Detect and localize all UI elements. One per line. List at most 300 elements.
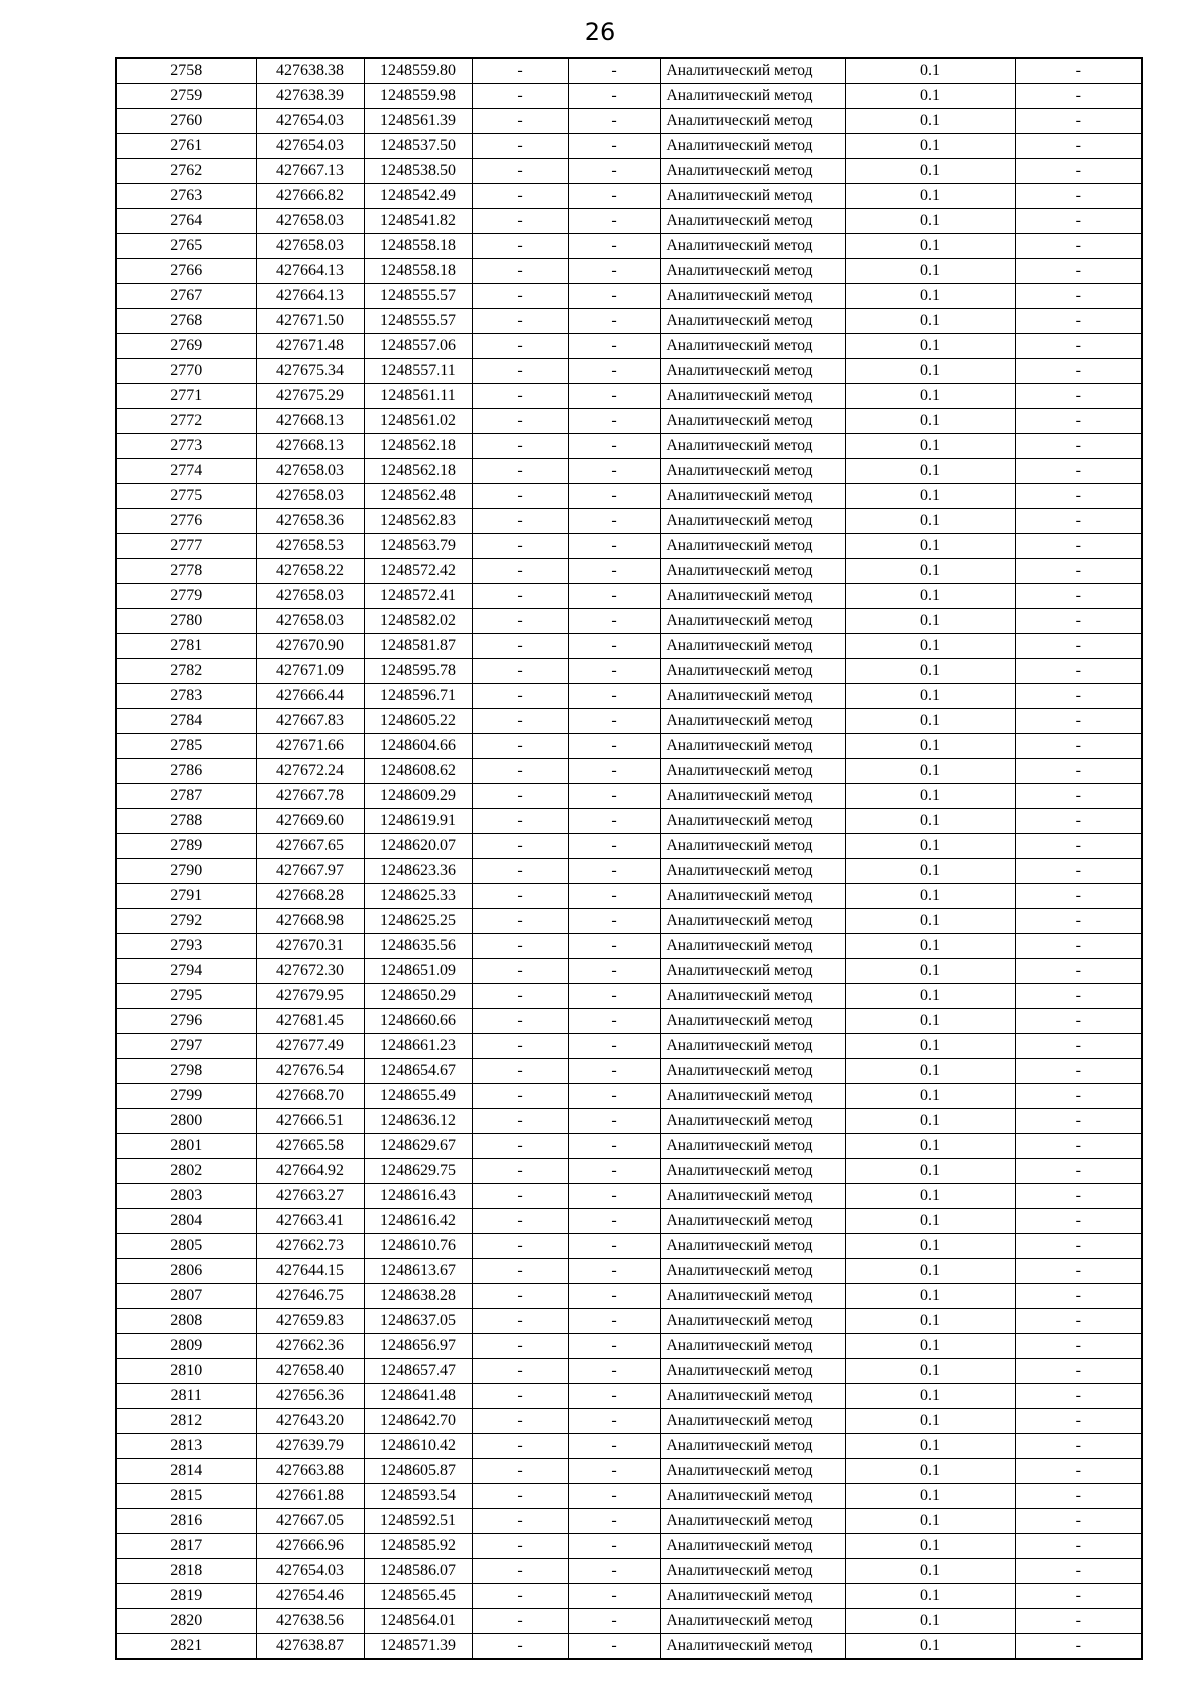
cell-col-empty-1: - <box>472 134 568 159</box>
table-row <box>116 1309 1142 1334</box>
cell-col-empty-3: - <box>1015 509 1142 534</box>
cell-col-empty-2: - <box>568 1159 660 1184</box>
table-row <box>116 559 1142 584</box>
cell-coord-x: 427666.51 <box>256 1109 364 1134</box>
cell-col-empty-1: - <box>472 759 568 784</box>
table-row <box>116 1234 1142 1259</box>
cell-coord-y: 1248559.80 <box>364 58 472 84</box>
cell-coord-x: 427667.65 <box>256 834 364 859</box>
cell-method: Аналитический метод <box>660 134 845 159</box>
cell-method: Аналитический метод <box>660 709 845 734</box>
cell-method: Аналитический метод <box>660 84 845 109</box>
cell-accuracy: 0.1 <box>845 934 1015 959</box>
cell-col-empty-3: - <box>1015 1309 1142 1334</box>
cell-accuracy: 0.1 <box>845 1259 1015 1284</box>
table-row <box>116 534 1142 559</box>
cell-point-number: 2818 <box>116 1559 256 1584</box>
cell-method: Аналитический метод <box>660 1484 845 1509</box>
cell-col-empty-3: - <box>1015 1634 1142 1660</box>
cell-col-empty-2: - <box>568 759 660 784</box>
cell-point-number: 2813 <box>116 1434 256 1459</box>
cell-col-empty-2: - <box>568 1334 660 1359</box>
cell-method: Аналитический метод <box>660 1609 845 1634</box>
table-row <box>116 1384 1142 1409</box>
cell-col-empty-1: - <box>472 1559 568 1584</box>
cell-point-number: 2761 <box>116 134 256 159</box>
cell-accuracy: 0.1 <box>845 1459 1015 1484</box>
cell-accuracy: 0.1 <box>845 459 1015 484</box>
cell-coord-y: 1248660.66 <box>364 1009 472 1034</box>
cell-col-empty-1: - <box>472 1584 568 1609</box>
cell-point-number: 2821 <box>116 1634 256 1660</box>
cell-col-empty-1: - <box>472 159 568 184</box>
cell-col-empty-2: - <box>568 709 660 734</box>
cell-accuracy: 0.1 <box>845 809 1015 834</box>
cell-accuracy: 0.1 <box>845 609 1015 634</box>
cell-col-empty-3: - <box>1015 1084 1142 1109</box>
cell-col-empty-1: - <box>472 809 568 834</box>
table-row <box>116 884 1142 909</box>
cell-col-empty-2: - <box>568 159 660 184</box>
cell-col-empty-3: - <box>1015 1209 1142 1234</box>
cell-coord-y: 1248561.02 <box>364 409 472 434</box>
cell-method: Аналитический метод <box>660 509 845 534</box>
cell-method: Аналитический метод <box>660 1459 845 1484</box>
cell-method: Аналитический метод <box>660 1034 845 1059</box>
cell-col-empty-1: - <box>472 434 568 459</box>
cell-coord-y: 1248582.02 <box>364 609 472 634</box>
table-row <box>116 1634 1142 1660</box>
cell-point-number: 2805 <box>116 1234 256 1259</box>
cell-coord-x: 427667.05 <box>256 1509 364 1534</box>
cell-point-number: 2783 <box>116 684 256 709</box>
cell-col-empty-3: - <box>1015 1359 1142 1384</box>
cell-col-empty-1: - <box>472 659 568 684</box>
cell-coord-x: 427663.41 <box>256 1209 364 1234</box>
cell-coord-x: 427658.03 <box>256 584 364 609</box>
cell-col-empty-3: - <box>1015 284 1142 309</box>
table-row <box>116 459 1142 484</box>
cell-method: Аналитический метод <box>660 334 845 359</box>
cell-col-empty-2: - <box>568 1184 660 1209</box>
cell-col-empty-3: - <box>1015 784 1142 809</box>
cell-coord-y: 1248563.79 <box>364 534 472 559</box>
cell-col-empty-3: - <box>1015 1159 1142 1184</box>
cell-col-empty-3: - <box>1015 459 1142 484</box>
cell-point-number: 2781 <box>116 634 256 659</box>
cell-col-empty-3: - <box>1015 84 1142 109</box>
cell-accuracy: 0.1 <box>845 834 1015 859</box>
cell-coord-y: 1248561.11 <box>364 384 472 409</box>
cell-method: Аналитический метод <box>660 1009 845 1034</box>
cell-method: Аналитический метод <box>660 634 845 659</box>
cell-coord-y: 1248558.18 <box>364 234 472 259</box>
cell-accuracy: 0.1 <box>845 434 1015 459</box>
table-row <box>116 1134 1142 1159</box>
table-row <box>116 509 1142 534</box>
cell-col-empty-1: - <box>472 58 568 84</box>
cell-col-empty-3: - <box>1015 1034 1142 1059</box>
cell-col-empty-2: - <box>568 534 660 559</box>
cell-method: Аналитический метод <box>660 759 845 784</box>
cell-col-empty-1: - <box>472 384 568 409</box>
cell-col-empty-3: - <box>1015 1409 1142 1434</box>
cell-col-empty-1: - <box>472 834 568 859</box>
cell-col-empty-3: - <box>1015 1484 1142 1509</box>
table-row <box>116 384 1142 409</box>
cell-accuracy: 0.1 <box>845 234 1015 259</box>
cell-coord-x: 427668.98 <box>256 909 364 934</box>
cell-coord-y: 1248562.83 <box>364 509 472 534</box>
cell-col-empty-2: - <box>568 1309 660 1334</box>
cell-accuracy: 0.1 <box>845 1309 1015 1334</box>
cell-col-empty-3: - <box>1015 484 1142 509</box>
cell-point-number: 2814 <box>116 1459 256 1484</box>
cell-col-empty-1: - <box>472 534 568 559</box>
cell-col-empty-3: - <box>1015 884 1142 909</box>
cell-col-empty-3: - <box>1015 1509 1142 1534</box>
cell-accuracy: 0.1 <box>845 859 1015 884</box>
cell-method: Аналитический метод <box>660 159 845 184</box>
cell-coord-y: 1248572.42 <box>364 559 472 584</box>
cell-method: Аналитический метод <box>660 1184 845 1209</box>
cell-accuracy: 0.1 <box>845 1034 1015 1059</box>
cell-col-empty-1: - <box>472 984 568 1009</box>
cell-coord-y: 1248610.42 <box>364 1434 472 1459</box>
cell-coord-y: 1248657.47 <box>364 1359 472 1384</box>
cell-col-empty-2: - <box>568 884 660 909</box>
table-body <box>116 58 1142 1659</box>
cell-col-empty-3: - <box>1015 409 1142 434</box>
cell-coord-x: 427654.46 <box>256 1584 364 1609</box>
cell-point-number: 2772 <box>116 409 256 434</box>
cell-coord-y: 1248636.12 <box>364 1109 472 1134</box>
cell-coord-y: 1248537.50 <box>364 134 472 159</box>
cell-col-empty-1: - <box>472 1184 568 1209</box>
cell-col-empty-2: - <box>568 209 660 234</box>
cell-col-empty-1: - <box>472 1109 568 1134</box>
table-row <box>116 209 1142 234</box>
cell-coord-x: 427670.31 <box>256 934 364 959</box>
cell-col-empty-2: - <box>568 684 660 709</box>
cell-col-empty-2: - <box>568 284 660 309</box>
cell-method: Аналитический метод <box>660 959 845 984</box>
cell-col-empty-1: - <box>472 484 568 509</box>
cell-coord-y: 1248558.18 <box>364 259 472 284</box>
cell-method: Аналитический метод <box>660 809 845 834</box>
cell-coord-y: 1248562.48 <box>364 484 472 509</box>
cell-col-empty-1: - <box>472 1509 568 1534</box>
cell-method: Аналитический метод <box>660 859 845 884</box>
cell-col-empty-1: - <box>472 184 568 209</box>
cell-accuracy: 0.1 <box>845 209 1015 234</box>
cell-col-empty-3: - <box>1015 584 1142 609</box>
cell-coord-x: 427658.03 <box>256 234 364 259</box>
table-row <box>116 1459 1142 1484</box>
table-row <box>116 959 1142 984</box>
cell-col-empty-2: - <box>568 584 660 609</box>
cell-method: Аналитический метод <box>660 384 845 409</box>
cell-coord-x: 427675.29 <box>256 384 364 409</box>
cell-col-empty-2: - <box>568 1359 660 1384</box>
cell-method: Аналитический метод <box>660 1309 845 1334</box>
cell-col-empty-1: - <box>472 884 568 909</box>
cell-coord-x: 427668.70 <box>256 1084 364 1109</box>
cell-coord-y: 1248572.41 <box>364 584 472 609</box>
cell-accuracy: 0.1 <box>845 409 1015 434</box>
cell-coord-x: 427672.30 <box>256 959 364 984</box>
cell-coord-x: 427677.49 <box>256 1034 364 1059</box>
cell-col-empty-2: - <box>568 309 660 334</box>
cell-col-empty-2: - <box>568 1609 660 1634</box>
table-row <box>116 934 1142 959</box>
cell-col-empty-3: - <box>1015 734 1142 759</box>
cell-point-number: 2808 <box>116 1309 256 1334</box>
cell-coord-x: 427654.03 <box>256 134 364 159</box>
cell-accuracy: 0.1 <box>845 109 1015 134</box>
cell-point-number: 2793 <box>116 934 256 959</box>
cell-coord-x: 427662.73 <box>256 1234 364 1259</box>
cell-coord-x: 427681.45 <box>256 1009 364 1034</box>
cell-coord-y: 1248616.42 <box>364 1209 472 1234</box>
cell-method: Аналитический метод <box>660 659 845 684</box>
cell-accuracy: 0.1 <box>845 709 1015 734</box>
cell-col-empty-1: - <box>472 1359 568 1384</box>
cell-coord-x: 427658.03 <box>256 459 364 484</box>
cell-coord-x: 427668.13 <box>256 409 364 434</box>
cell-col-empty-1: - <box>472 1609 568 1634</box>
cell-col-empty-2: - <box>568 484 660 509</box>
cell-col-empty-3: - <box>1015 334 1142 359</box>
cell-point-number: 2789 <box>116 834 256 859</box>
cell-col-empty-2: - <box>568 1534 660 1559</box>
table-row <box>116 109 1142 134</box>
cell-col-empty-2: - <box>568 1259 660 1284</box>
cell-coord-y: 1248541.82 <box>364 209 472 234</box>
cell-col-empty-2: - <box>568 1634 660 1660</box>
cell-coord-y: 1248555.57 <box>364 309 472 334</box>
cell-accuracy: 0.1 <box>845 134 1015 159</box>
cell-col-empty-1: - <box>472 509 568 534</box>
cell-point-number: 2809 <box>116 1334 256 1359</box>
cell-col-empty-2: - <box>568 1209 660 1234</box>
table-row <box>116 709 1142 734</box>
cell-coord-y: 1248608.62 <box>364 759 472 784</box>
cell-coord-x: 427664.13 <box>256 259 364 284</box>
cell-accuracy: 0.1 <box>845 959 1015 984</box>
cell-coord-x: 427644.15 <box>256 1259 364 1284</box>
table-row <box>116 359 1142 384</box>
cell-accuracy: 0.1 <box>845 309 1015 334</box>
cell-coord-y: 1248619.91 <box>364 809 472 834</box>
table-row <box>116 1259 1142 1284</box>
cell-method: Аналитический метод <box>660 1134 845 1159</box>
cell-method: Аналитический метод <box>660 1559 845 1584</box>
cell-coord-y: 1248661.23 <box>364 1034 472 1059</box>
cell-point-number: 2769 <box>116 334 256 359</box>
cell-coord-x: 427666.44 <box>256 684 364 709</box>
cell-col-empty-3: - <box>1015 434 1142 459</box>
cell-col-empty-2: - <box>568 84 660 109</box>
cell-point-number: 2784 <box>116 709 256 734</box>
cell-point-number: 2780 <box>116 609 256 634</box>
cell-col-empty-3: - <box>1015 1609 1142 1634</box>
cell-method: Аналитический метод <box>660 884 845 909</box>
cell-col-empty-1: - <box>472 1534 568 1559</box>
table-row <box>116 659 1142 684</box>
cell-col-empty-1: - <box>472 84 568 109</box>
cell-coord-y: 1248561.39 <box>364 109 472 134</box>
cell-accuracy: 0.1 <box>845 384 1015 409</box>
cell-col-empty-1: - <box>472 1334 568 1359</box>
cell-coord-x: 427675.34 <box>256 359 364 384</box>
cell-accuracy: 0.1 <box>845 1484 1015 1509</box>
cell-point-number: 2760 <box>116 109 256 134</box>
table-row <box>116 584 1142 609</box>
cell-method: Аналитический метод <box>660 984 845 1009</box>
cell-coord-x: 427671.66 <box>256 734 364 759</box>
cell-col-empty-1: - <box>472 634 568 659</box>
cell-point-number: 2797 <box>116 1034 256 1059</box>
cell-point-number: 2798 <box>116 1059 256 1084</box>
table-row <box>116 284 1142 309</box>
cell-col-empty-2: - <box>568 359 660 384</box>
cell-col-empty-3: - <box>1015 1534 1142 1559</box>
cell-coord-y: 1248637.05 <box>364 1309 472 1334</box>
cell-col-empty-1: - <box>472 209 568 234</box>
cell-col-empty-1: - <box>472 934 568 959</box>
cell-col-empty-1: - <box>472 959 568 984</box>
table-row <box>116 1609 1142 1634</box>
cell-col-empty-3: - <box>1015 209 1142 234</box>
cell-accuracy: 0.1 <box>845 1209 1015 1234</box>
cell-accuracy: 0.1 <box>845 759 1015 784</box>
cell-method: Аналитический метод <box>660 359 845 384</box>
cell-accuracy: 0.1 <box>845 1184 1015 1209</box>
cell-point-number: 2762 <box>116 159 256 184</box>
cell-col-empty-1: - <box>472 1234 568 1259</box>
cell-coord-y: 1248655.49 <box>364 1084 472 1109</box>
cell-point-number: 2767 <box>116 284 256 309</box>
cell-col-empty-2: - <box>568 184 660 209</box>
cell-col-empty-2: - <box>568 1384 660 1409</box>
cell-col-empty-3: - <box>1015 359 1142 384</box>
cell-col-empty-2: - <box>568 1559 660 1584</box>
cell-point-number: 2804 <box>116 1209 256 1234</box>
cell-method: Аналитический метод <box>660 1084 845 1109</box>
cell-col-empty-2: - <box>568 909 660 934</box>
cell-coord-x: 427638.38 <box>256 58 364 84</box>
cell-coord-x: 427658.03 <box>256 609 364 634</box>
cell-method: Аналитический метод <box>660 234 845 259</box>
cell-accuracy: 0.1 <box>845 1409 1015 1434</box>
cell-point-number: 2812 <box>116 1409 256 1434</box>
cell-col-empty-1: - <box>472 259 568 284</box>
cell-accuracy: 0.1 <box>845 184 1015 209</box>
cell-method: Аналитический метод <box>660 409 845 434</box>
cell-col-empty-3: - <box>1015 1459 1142 1484</box>
cell-col-empty-1: - <box>472 284 568 309</box>
cell-point-number: 2775 <box>116 484 256 509</box>
cell-col-empty-3: - <box>1015 1134 1142 1159</box>
table-row <box>116 309 1142 334</box>
table-row <box>116 159 1142 184</box>
cell-accuracy: 0.1 <box>845 84 1015 109</box>
cell-col-empty-3: - <box>1015 1184 1142 1209</box>
cell-point-number: 2817 <box>116 1534 256 1559</box>
cell-col-empty-1: - <box>472 1059 568 1084</box>
cell-col-empty-2: - <box>568 734 660 759</box>
table-row <box>116 909 1142 934</box>
cell-col-empty-1: - <box>472 309 568 334</box>
cell-coord-x: 427670.90 <box>256 634 364 659</box>
cell-method: Аналитический метод <box>660 1584 845 1609</box>
cell-col-empty-3: - <box>1015 184 1142 209</box>
cell-method: Аналитический метод <box>660 1259 845 1284</box>
cell-method: Аналитический метод <box>660 1634 845 1660</box>
cell-accuracy: 0.1 <box>845 1509 1015 1534</box>
cell-coord-y: 1248650.29 <box>364 984 472 1009</box>
cell-coord-y: 1248542.49 <box>364 184 472 209</box>
cell-method: Аналитический метод <box>660 309 845 334</box>
cell-coord-y: 1248623.36 <box>364 859 472 884</box>
cell-col-empty-3: - <box>1015 559 1142 584</box>
cell-col-empty-1: - <box>472 1034 568 1059</box>
cell-col-empty-1: - <box>472 1009 568 1034</box>
cell-col-empty-2: - <box>568 859 660 884</box>
cell-method: Аналитический метод <box>660 1434 845 1459</box>
cell-point-number: 2816 <box>116 1509 256 1534</box>
cell-col-empty-2: - <box>568 934 660 959</box>
cell-coord-y: 1248620.07 <box>364 834 472 859</box>
cell-col-empty-2: - <box>568 234 660 259</box>
table-row <box>116 484 1142 509</box>
cell-method: Аналитический метод <box>660 484 845 509</box>
cell-accuracy: 0.1 <box>845 1609 1015 1634</box>
cell-col-empty-2: - <box>568 1234 660 1259</box>
cell-coord-y: 1248641.48 <box>364 1384 472 1409</box>
cell-col-empty-1: - <box>472 709 568 734</box>
cell-accuracy: 0.1 <box>845 784 1015 809</box>
cell-col-empty-3: - <box>1015 1259 1142 1284</box>
cell-accuracy: 0.1 <box>845 1334 1015 1359</box>
cell-method: Аналитический метод <box>660 784 845 809</box>
cell-col-empty-3: - <box>1015 1009 1142 1034</box>
cell-accuracy: 0.1 <box>845 734 1015 759</box>
cell-coord-x: 427671.48 <box>256 334 364 359</box>
cell-coord-y: 1248613.67 <box>364 1259 472 1284</box>
table-row <box>116 1584 1142 1609</box>
cell-col-empty-1: - <box>472 334 568 359</box>
cell-coord-y: 1248557.11 <box>364 359 472 384</box>
cell-col-empty-3: - <box>1015 1384 1142 1409</box>
cell-coord-y: 1248654.67 <box>364 1059 472 1084</box>
cell-col-empty-2: - <box>568 1434 660 1459</box>
cell-col-empty-1: - <box>472 1384 568 1409</box>
cell-col-empty-1: - <box>472 1084 568 1109</box>
cell-coord-x: 427663.27 <box>256 1184 364 1209</box>
cell-accuracy: 0.1 <box>845 484 1015 509</box>
cell-method: Аналитический метод <box>660 109 845 134</box>
cell-coord-y: 1248565.45 <box>364 1584 472 1609</box>
cell-point-number: 2770 <box>116 359 256 384</box>
cell-point-number: 2776 <box>116 509 256 534</box>
cell-col-empty-1: - <box>472 1209 568 1234</box>
cell-col-empty-2: - <box>568 784 660 809</box>
cell-point-number: 2811 <box>116 1384 256 1409</box>
cell-method: Аналитический метод <box>660 534 845 559</box>
cell-point-number: 2788 <box>116 809 256 834</box>
